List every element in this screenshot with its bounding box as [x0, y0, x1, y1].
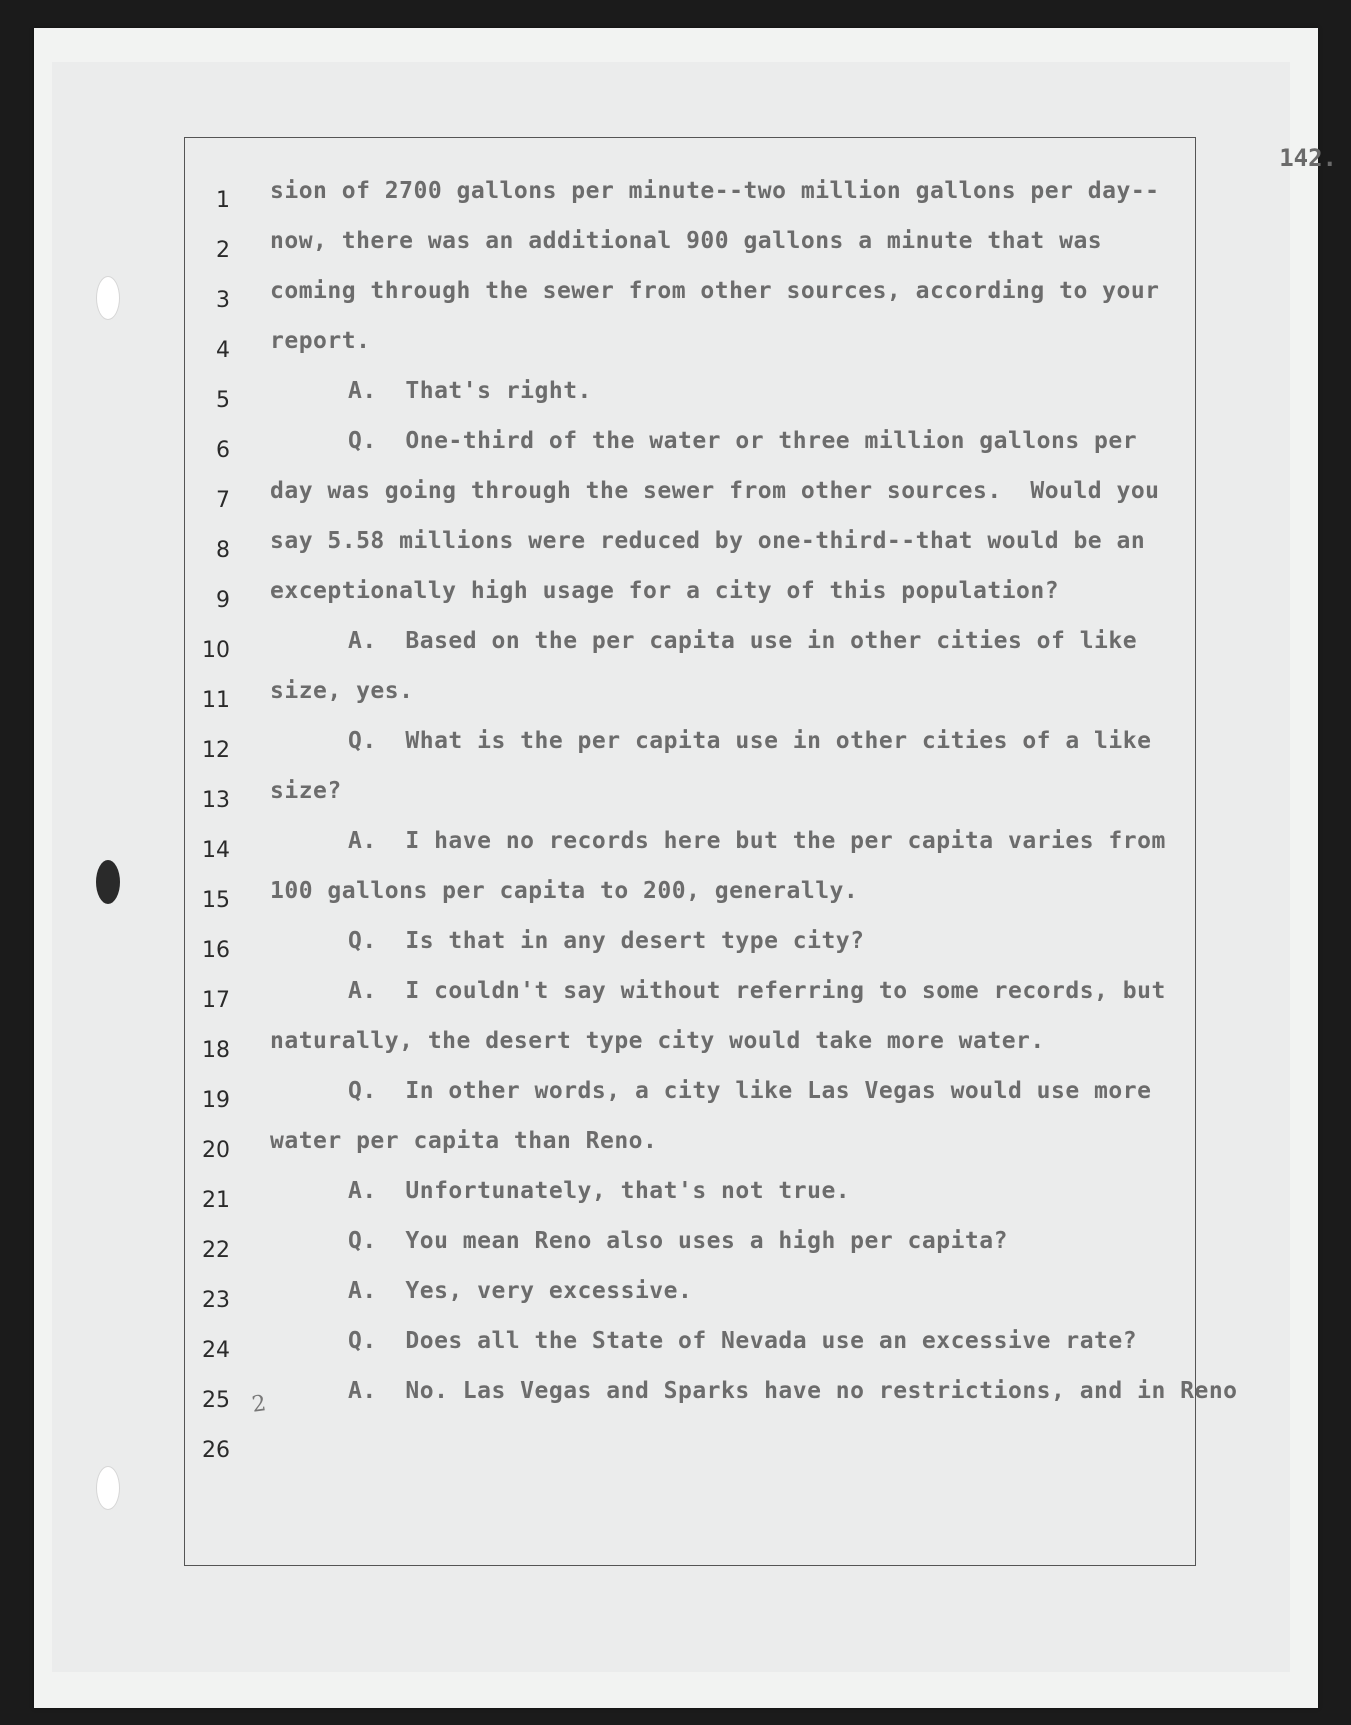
transcript-line: Q. You mean Reno also uses a high per capita? [348, 1228, 1008, 1254]
line-number: 7 [216, 488, 230, 513]
line-number: 11 [202, 688, 230, 713]
transcript-line: A. No. Las Vegas and Sparks have no restrictions, and in Reno [348, 1378, 1238, 1404]
line-number: 19 [202, 1088, 230, 1113]
transcript-line: size? [270, 778, 342, 804]
transcript-line: A. Unfortunately, that's not true. [348, 1178, 851, 1204]
line-number: 12 [202, 738, 230, 763]
line-number: 24 [202, 1338, 230, 1363]
transcript-line: A. I couldn't say without referring to some records, but [348, 978, 1166, 1004]
transcript-line: water per capita than Reno. [270, 1128, 658, 1154]
punch-hole [96, 860, 120, 904]
transcript-line: A. Yes, very excessive. [348, 1278, 693, 1304]
punch-hole [96, 276, 120, 320]
transcript-line: coming through the sewer from other sources, according to your [270, 278, 1160, 304]
line-number: 18 [202, 1038, 230, 1063]
transcript-line: Q. Does all the State of Nevada use an excessive rate? [348, 1328, 1138, 1354]
line-number: 21 [202, 1188, 230, 1213]
transcript-line: Q. What is the per capita use in other cities of a like [348, 728, 1152, 754]
transcript-line: Q. One-third of the water or three million gallons per [348, 428, 1138, 454]
line-number: 10 [202, 638, 230, 663]
line-number: 3 [216, 288, 230, 313]
line-number: 23 [202, 1288, 230, 1313]
transcript-line: report. [270, 328, 371, 354]
line-number: 1 [216, 188, 230, 213]
line-number: 4 [216, 338, 230, 363]
line-number: 25 [202, 1388, 230, 1413]
margin-note: 2 [250, 1391, 268, 1418]
line-number: 26 [202, 1438, 230, 1463]
line-number: 9 [216, 588, 230, 613]
transcript-line: size, yes. [270, 678, 414, 704]
line-number: 20 [202, 1138, 230, 1163]
transcript-line: A. That's right. [348, 378, 592, 404]
transcript-line: say 5.58 millions were reduced by one-third--that would be an [270, 528, 1146, 554]
transcript-line: now, there was an additional 900 gallons a minute that was [270, 228, 1103, 254]
transcript-line: 100 gallons per capita to 200, generally. [270, 878, 859, 904]
transcript-line: day was going through the sewer from other sources. Would you [270, 478, 1160, 504]
transcript-line: naturally, the desert type city would take more water. [270, 1028, 1045, 1054]
punch-hole [96, 1466, 120, 1510]
line-number: 6 [216, 438, 230, 463]
line-number: 22 [202, 1238, 230, 1263]
line-number: 2 [216, 238, 230, 263]
page-number: 142. [1279, 144, 1337, 172]
line-number: 8 [216, 538, 230, 563]
transcript-line: Q. In other words, a city like Las Vegas would use more [348, 1078, 1152, 1104]
transcript-line: sion of 2700 gallons per minute--two million gallons per day-- [270, 178, 1160, 204]
line-number: 14 [202, 838, 230, 863]
transcript-line: A. Based on the per capita use in other cities of like [348, 628, 1138, 654]
transcript-line: Q. Is that in any desert type city? [348, 928, 865, 954]
line-number: 16 [202, 938, 230, 963]
transcript-line: A. I have no records here but the per capita varies from [348, 828, 1166, 854]
line-number: 17 [202, 988, 230, 1013]
transcript-line: exceptionally high usage for a city of this population? [270, 578, 1060, 604]
line-number: 5 [216, 388, 230, 413]
line-number: 15 [202, 888, 230, 913]
line-number: 13 [202, 788, 230, 813]
